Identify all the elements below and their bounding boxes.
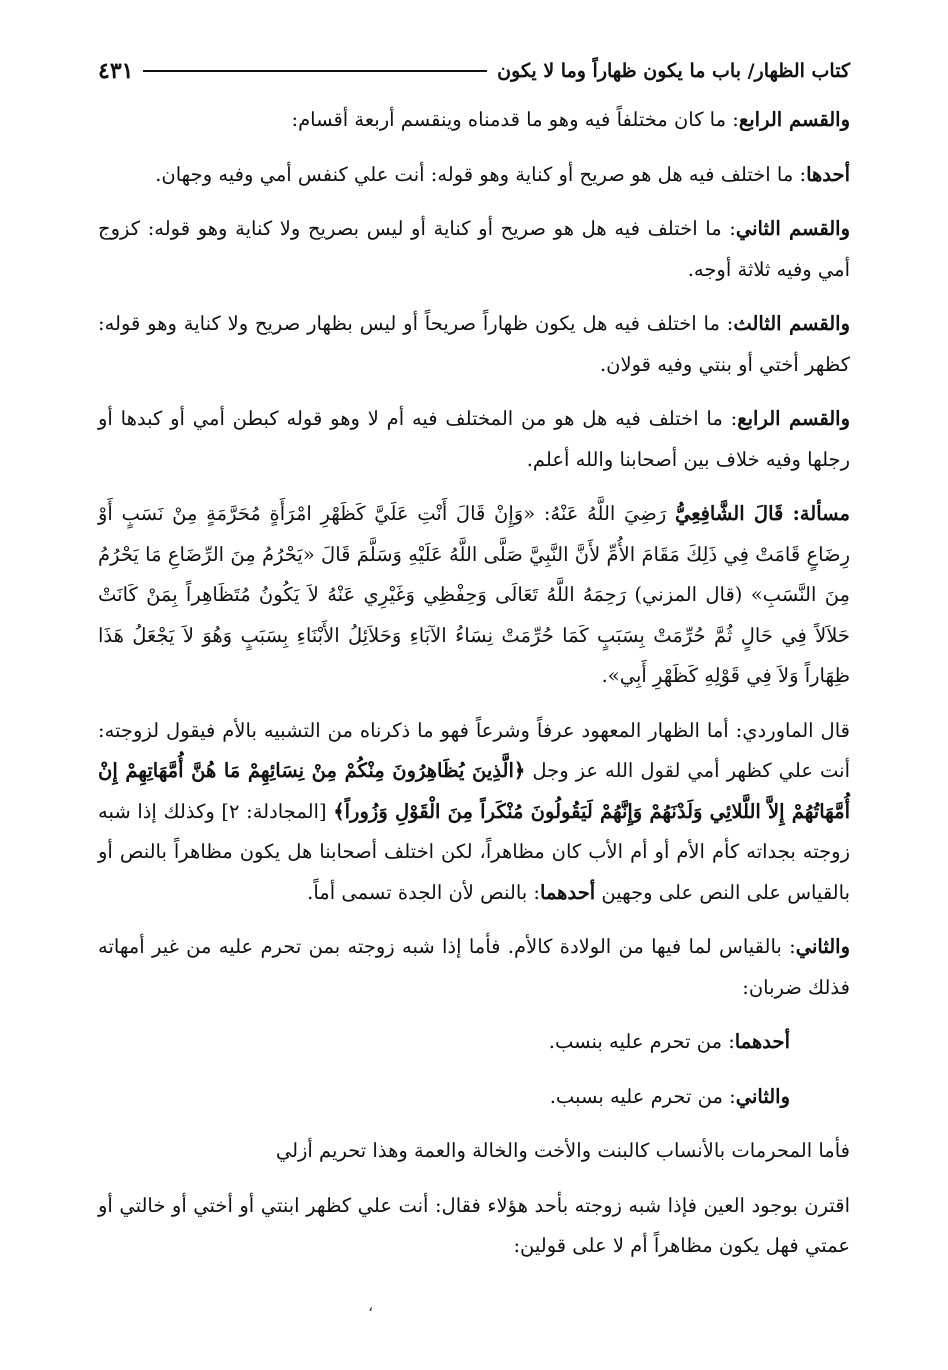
paragraph-9 xyxy=(98,1022,850,1063)
paragraph-lead: والثاني xyxy=(795,935,850,958)
paragraph-2 xyxy=(98,155,850,196)
paragraph-10 xyxy=(98,1077,850,1118)
paragraph-text: اقترن بوجود العين فإذا شبه زوجته بأحد هؤلاء فقال: أنت علي كظهر ابنتي أو أختي أو خالتي أو عمتي فهل يكون مظاهراً أم لا على قولين: xyxy=(98,1193,850,1257)
paragraph-lead: والقسم الرابع xyxy=(738,108,850,131)
running-title: كتاب الظهار/ باب ما يكون ظهاراً وما لا يكون xyxy=(497,60,850,82)
paragraph-lead: مسألة: قَالَ الشَّافِعِيُّ xyxy=(674,502,850,525)
paragraph-5 xyxy=(98,399,850,480)
paragraph-4 xyxy=(98,304,850,385)
paragraph-text: قال الماوردي: أما الظهار المعهود عرفاً وشرعاً فهو ما ذكرناه من التشبيه بالأم فيقول لزوجته: أنت علي كظهر أمي لقول الله عز وجل xyxy=(98,718,850,782)
paragraph-lead: والقسم الثاني xyxy=(735,217,850,240)
header-rule xyxy=(143,70,487,72)
page-body xyxy=(98,100,850,1271)
paragraph-text: فأما المحرمات بالأنساب كالبنت والأخت والخالة والعمة وهذا تحريم أزلي xyxy=(275,1139,850,1162)
paragraph-1 xyxy=(98,100,850,141)
paragraph-text: : ما كان مختلفاً فيه وهو ما قدمناه وينقسم أربعة أقسام: xyxy=(291,108,739,131)
paragraph-text: : بالقياس لما فيها من الولادة كالأم. فأما إذا شبه زوجته بمن تحرم عليه من غير أمهاته فذلك ضربان: xyxy=(98,935,850,999)
paragraph-lead: والثاني xyxy=(735,1084,790,1108)
paragraph-lead: والقسم الرابع xyxy=(737,407,850,430)
paragraph-8 xyxy=(98,927,850,1008)
paragraph-lead: أحدهما xyxy=(539,880,596,904)
paragraph-11 xyxy=(98,1131,850,1172)
paragraph-3 xyxy=(98,209,850,290)
page-number: ٤٣١ xyxy=(98,58,134,84)
paragraph-lead: أحدها xyxy=(806,162,850,186)
quran-verse: ﴿الَّذِينَ يُظَاهِرُونَ مِنْكُمْ مِنْ نِسَائِهِمْ مَا هُنَّ أُمَّهَاتِهِمْ إِنْ أُمَّهَاتُهُمْ إِلاَّ اللَّلائِي وَلَدْنَهُمْ وَإِنَّهُمْ لَيَقُولُونَ مُنْكَراً مِنَ الْقَوْلِ وَزُوراً﴾ xyxy=(98,759,850,823)
footer-mark: ، xyxy=(368,1296,374,1315)
paragraph-text: رَضِيَ اللَّهُ عَنْهُ: «وَإِنْ قَالَ أَنْتِ عَلَيَّ كَظَهْرِ امْرَأَةٍ مُحَرَّمَةٍ مِنْ نَسَبٍ أَوْ رِضَاعٍ قَامَتْ فِي ذَلِكَ مَقَامَ الأُمِّ لأَنَّ النَّبِيَّ صَلَّى اللَّهُ عَلَيْهِ وَسَلَّمَ قَالَ «يَحْرُمُ مِنَ الرِّضَاعِ مَا يَحْرُمُ مِنَ النَّسَبِ» (قال المزني) رَحِمَهُ اللَّهُ تَعَالَى وَحِفْظِي وَغَيْرِي عَنْهُ لاَ يَكُونُ مُتَظَاهِراً بِمَنْ كَانَتْ حَلاَلاً فِي حَالٍ ثُمَّ حُرِّمَتْ بِسَبَبٍ كَمَا حُرِّمَتْ نِسَاءُ الآبَاءِ وَحَلاَئِلُ الأَبْنَاءِ بِسَبَبٍ وَهُوَ لاَ يَجْعَلُ هَذَا ظِهَاراً وَلاَ فِي قَوْلِهِ كَظَهْرِ أَبِي». xyxy=(98,502,850,687)
paragraph-lead: والقسم الثالث xyxy=(733,312,851,335)
paragraph-text: : بالنص لأن الجدة تسمى أماً. xyxy=(307,880,540,904)
paragraph-text: : من تحرم عليه بنسب. xyxy=(548,1030,735,1053)
paragraph-lead: أحدهما xyxy=(734,1030,790,1053)
paragraph-text: : ما اختلف فيه هل هو صريح أو كناية أو ليس بصريح ولا كناية وهو قوله: كزوج أمي وفيه ثلاثة أوجه. xyxy=(98,217,850,281)
page-header xyxy=(98,54,850,88)
mawardi-paragraph xyxy=(98,711,850,914)
paragraph-text: [المجادلة: ٢] وكذلك إذا شبه زوجته بجداته كأم الأم أو أم الأب كان مظاهراً، لكن اختلف أصحابنا هل يكون مظاهراً بالنص أو بالقياس على النص على وجهين xyxy=(98,799,850,904)
paragraph-text: : ما اختلف فيه هل هو من المختلف فيه أم لا وهو قوله كبطن أمي أو كبدها أو رجلها وفيه خلاف بين أصحابنا والله أعلم. xyxy=(98,407,850,471)
masala-paragraph xyxy=(98,494,850,697)
paragraph-12 xyxy=(98,1186,850,1267)
paragraph-text: : ما اختلف فيه هل هو صريح أو كناية وهو قوله: أنت علي كنفس أمي وفيه وجهان. xyxy=(155,162,807,186)
paragraph-text: : من تحرم عليه بسبب. xyxy=(549,1084,736,1108)
paragraph-text: : ما اختلف فيه هل يكون ظهاراً صريحاً أو ليس بظهار صريح ولا كناية وهو قوله: كظهر أختي أو بنتي وفيه قولان. xyxy=(98,312,850,376)
